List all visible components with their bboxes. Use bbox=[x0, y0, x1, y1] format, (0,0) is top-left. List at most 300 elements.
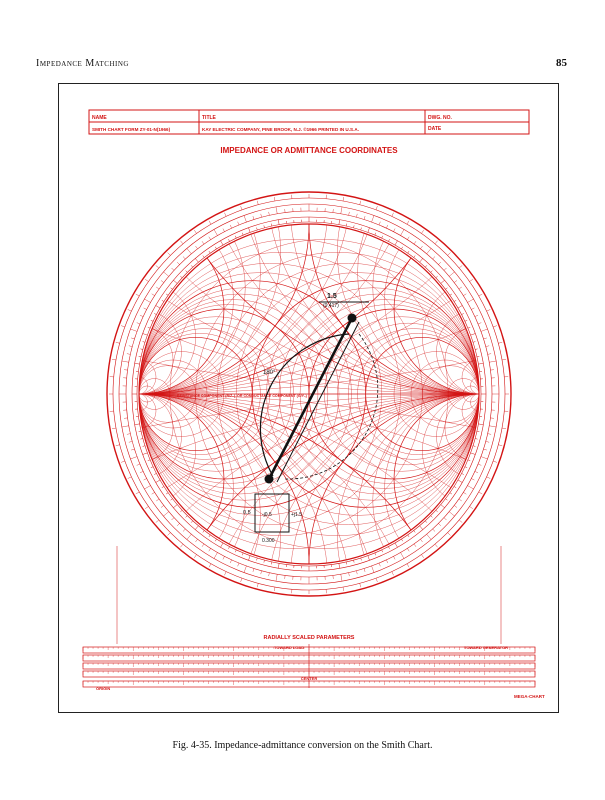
reactance-arc bbox=[267, 394, 558, 711]
scale-tick bbox=[441, 505, 445, 508]
scale-tick bbox=[209, 251, 210, 253]
scale-tick bbox=[215, 247, 216, 249]
scale-tick bbox=[354, 225, 355, 227]
scale-tick bbox=[379, 222, 380, 225]
scale-tick bbox=[209, 221, 211, 224]
scale-tick bbox=[173, 280, 177, 283]
scale-tick bbox=[238, 563, 239, 566]
angle-label: 180° bbox=[263, 370, 276, 376]
scale-tick bbox=[235, 550, 236, 552]
scale-tick bbox=[478, 424, 483, 425]
scale-tick bbox=[493, 461, 497, 462]
scale-tick bbox=[122, 426, 129, 427]
scale-tick bbox=[470, 279, 473, 281]
smith-grid bbox=[59, 84, 557, 711]
scale-tick bbox=[140, 349, 142, 350]
reactance-arc bbox=[59, 394, 557, 711]
scale-tick bbox=[130, 329, 137, 331]
scale-tick bbox=[269, 212, 270, 215]
scale-tick bbox=[479, 294, 482, 296]
scale-tick bbox=[459, 520, 462, 523]
conversion-line bbox=[269, 318, 352, 479]
scale-tick bbox=[271, 224, 272, 226]
scale-tick bbox=[171, 288, 173, 290]
scale-tick bbox=[462, 313, 464, 314]
scale-tick bbox=[130, 457, 137, 459]
scale-tick bbox=[459, 287, 462, 289]
scale-tick bbox=[463, 492, 466, 494]
scale-tick bbox=[156, 265, 159, 268]
susceptance-arc bbox=[59, 394, 557, 711]
scale-tick bbox=[471, 308, 474, 310]
smith-chart-figure bbox=[59, 84, 557, 711]
scale-tick bbox=[171, 499, 173, 501]
scale-tick bbox=[136, 492, 139, 494]
scale-tick bbox=[131, 449, 134, 450]
scale-tick bbox=[401, 552, 405, 558]
scale-tick bbox=[421, 555, 423, 558]
scale-tick bbox=[257, 228, 258, 230]
scale-tick bbox=[209, 564, 211, 567]
scale-tick bbox=[173, 505, 177, 508]
scale-tick bbox=[425, 265, 427, 267]
scale-tick bbox=[343, 587, 344, 591]
scale-tick bbox=[244, 215, 246, 222]
scale-tick bbox=[271, 562, 272, 564]
scale-tick bbox=[177, 523, 179, 525]
scale-tick bbox=[454, 486, 456, 487]
reactance-arc bbox=[59, 394, 557, 711]
scale-tick bbox=[224, 213, 226, 217]
susceptance-arc bbox=[59, 394, 557, 711]
reactance-arc bbox=[290, 394, 557, 711]
scale-tick bbox=[420, 246, 422, 249]
scale-tick bbox=[465, 320, 467, 321]
scale-tick bbox=[269, 573, 270, 576]
scale-tick bbox=[202, 544, 204, 547]
scale-tick bbox=[477, 356, 479, 357]
scale-tick bbox=[161, 505, 164, 507]
scale-tick bbox=[386, 560, 387, 563]
scale-tick bbox=[481, 457, 488, 459]
scale-tick bbox=[128, 309, 132, 311]
scale-tick bbox=[156, 520, 159, 523]
scale-tick bbox=[454, 505, 457, 507]
scale-tick bbox=[242, 553, 243, 555]
reactance-arc bbox=[337, 394, 557, 677]
scale-tick bbox=[502, 359, 506, 360]
susceptance-arc bbox=[59, 394, 479, 711]
scale-tick bbox=[475, 349, 477, 350]
scale-tick bbox=[194, 230, 196, 233]
scale-tick bbox=[261, 214, 262, 217]
scale-tick bbox=[135, 363, 140, 364]
scale-tick bbox=[394, 229, 396, 232]
scale-tick bbox=[339, 563, 340, 568]
chart-title: IMPEDANCE OR ADMITTANCE COORDINATES bbox=[220, 146, 398, 155]
reactance-arc bbox=[139, 394, 557, 711]
scale-tick bbox=[131, 338, 134, 339]
scale-tick bbox=[162, 486, 164, 487]
scale-tick bbox=[493, 326, 497, 327]
scale-tick bbox=[471, 453, 476, 455]
scale-tick bbox=[488, 434, 491, 435]
scale-tick bbox=[116, 445, 120, 446]
scale-tick bbox=[436, 276, 438, 278]
scale-tick bbox=[498, 342, 502, 343]
scale-tick bbox=[209, 535, 210, 537]
scale-tick bbox=[224, 572, 226, 576]
scale-tick bbox=[162, 300, 164, 301]
scale-tick bbox=[143, 342, 145, 343]
scale-tick bbox=[145, 506, 148, 508]
scale-tick bbox=[145, 279, 148, 281]
scale-tick bbox=[361, 228, 362, 230]
scale-tick bbox=[137, 464, 140, 465]
scale-tick bbox=[214, 552, 218, 558]
point-a-sub: (0.417) bbox=[323, 303, 339, 309]
scale-tick bbox=[248, 556, 250, 561]
scale-tick bbox=[376, 578, 377, 582]
scale-tick bbox=[489, 361, 496, 362]
scale-tick bbox=[168, 533, 171, 536]
scale-tick bbox=[112, 428, 116, 429]
scale-tick bbox=[183, 256, 185, 259]
scale-tick bbox=[235, 236, 236, 238]
reactance-arc bbox=[422, 394, 535, 507]
scale-tick bbox=[129, 441, 132, 442]
scale-tick bbox=[468, 327, 470, 328]
scale-tick bbox=[382, 550, 383, 552]
scale-tick bbox=[364, 569, 365, 572]
scale-tick bbox=[187, 248, 191, 253]
scale-tick bbox=[127, 434, 130, 435]
scale-tick bbox=[346, 224, 347, 226]
scale-tick bbox=[458, 306, 462, 309]
scale-tick bbox=[116, 342, 120, 343]
scale-tick bbox=[264, 560, 265, 562]
scale-tick bbox=[186, 516, 188, 518]
scale-tick bbox=[449, 272, 454, 276]
susceptance-arc bbox=[82, 394, 195, 507]
susceptance-arc bbox=[59, 394, 382, 711]
smith-chart bbox=[59, 84, 557, 711]
scale-tick bbox=[221, 543, 224, 547]
scale-tick bbox=[420, 258, 423, 262]
scale-tick bbox=[433, 529, 435, 532]
scale-tick bbox=[395, 543, 398, 547]
scale-tick bbox=[180, 241, 183, 244]
scale-tick bbox=[475, 315, 478, 316]
scale-tick bbox=[257, 558, 258, 560]
scale-tick bbox=[180, 510, 182, 512]
scale-tick bbox=[228, 239, 229, 241]
scale-tick bbox=[215, 539, 216, 541]
scale-tick bbox=[171, 518, 174, 520]
scale-tick bbox=[195, 258, 198, 262]
scale-tick bbox=[408, 535, 409, 537]
scale-tick bbox=[257, 583, 258, 587]
scale-tick bbox=[420, 526, 423, 530]
scale-tick bbox=[486, 441, 489, 442]
scale-tick bbox=[459, 265, 462, 268]
scale-tick bbox=[475, 439, 477, 440]
scale-tick bbox=[112, 359, 116, 360]
reactance-arc bbox=[59, 394, 557, 711]
scale-tick bbox=[180, 276, 182, 278]
scale-tick bbox=[121, 461, 125, 462]
scale-tick bbox=[458, 480, 462, 483]
scale-tick bbox=[481, 329, 488, 331]
scale-tick bbox=[470, 506, 473, 508]
scale-tick bbox=[278, 563, 279, 568]
scale-tick bbox=[264, 225, 265, 227]
scale-tick bbox=[136, 294, 139, 296]
scale-tick bbox=[356, 571, 357, 574]
susceptance-arc bbox=[82, 281, 195, 394]
scale-tick bbox=[498, 445, 502, 446]
scale-tick bbox=[394, 556, 396, 559]
scale-tick bbox=[462, 473, 464, 474]
scale-tick bbox=[151, 320, 153, 321]
scale-tick bbox=[454, 300, 456, 301]
scale-tick bbox=[407, 548, 409, 551]
scale-tick bbox=[431, 516, 433, 518]
scale-tick bbox=[407, 237, 409, 240]
scale-tick bbox=[163, 272, 168, 276]
scale-tick bbox=[427, 534, 431, 539]
scale-tick bbox=[375, 233, 376, 235]
impedance-point bbox=[348, 314, 357, 323]
scale-tick bbox=[488, 354, 491, 355]
scale-tick bbox=[502, 428, 506, 429]
scale-tick bbox=[368, 556, 370, 561]
reactance-arc bbox=[358, 394, 557, 637]
scale-tick bbox=[127, 354, 130, 355]
scale-tick bbox=[425, 521, 427, 523]
scale-tick bbox=[122, 361, 129, 362]
scale-tick bbox=[339, 220, 340, 225]
scale-tick bbox=[486, 346, 489, 347]
scale-tick bbox=[276, 574, 277, 581]
scale-tick bbox=[187, 534, 191, 539]
scale-tick bbox=[144, 479, 147, 481]
scale-tick bbox=[177, 262, 179, 264]
scale-tick bbox=[253, 216, 254, 219]
susceptance-arc bbox=[59, 394, 422, 711]
scale-tick bbox=[407, 564, 409, 567]
reactance-arc bbox=[59, 394, 557, 711]
scale-tick bbox=[475, 471, 478, 472]
page-number: 85 bbox=[556, 57, 567, 69]
scale-tick bbox=[144, 299, 150, 303]
box-bottom-label: 0.300 bbox=[262, 538, 275, 544]
scale-tick bbox=[386, 225, 387, 228]
scale-tick bbox=[468, 460, 470, 461]
scale-tick bbox=[195, 526, 198, 530]
scale-tick bbox=[450, 493, 452, 494]
scale-tick bbox=[421, 230, 423, 233]
scale-tick bbox=[401, 539, 402, 541]
scale-tick bbox=[407, 221, 409, 224]
scale-tick bbox=[156, 306, 160, 309]
scale-tick bbox=[202, 241, 204, 244]
scale-tick bbox=[276, 207, 277, 214]
scale-tick bbox=[467, 299, 473, 303]
scale-tick bbox=[471, 333, 476, 335]
scale-tick bbox=[427, 248, 431, 253]
scale-tick bbox=[139, 431, 141, 432]
scale-tick bbox=[379, 563, 380, 566]
scale-tick bbox=[360, 201, 361, 205]
scale-tick bbox=[140, 315, 143, 316]
scale-tick bbox=[438, 262, 440, 264]
scale-tick bbox=[209, 237, 211, 240]
scale-tick bbox=[435, 241, 438, 244]
radial-title: RADIALLY SCALED PARAMETERS bbox=[263, 635, 355, 641]
scale-tick bbox=[401, 229, 405, 235]
form-dwg-label: DWG. NO. bbox=[428, 115, 452, 121]
scale-tick bbox=[143, 333, 148, 335]
form-id-text: SMITH CHART FORM ZY-01-N(1966) bbox=[92, 127, 171, 132]
scale-tick bbox=[253, 569, 254, 572]
scale-tick bbox=[228, 547, 229, 549]
scale-tick bbox=[274, 197, 275, 201]
scale-tick bbox=[388, 547, 389, 549]
scale-tick bbox=[388, 239, 389, 241]
scale-tick bbox=[349, 212, 350, 215]
scale-tick bbox=[154, 313, 156, 314]
publisher-mark: MEGA-CHART bbox=[514, 694, 545, 699]
scale-tick bbox=[433, 256, 435, 259]
scale-tick bbox=[223, 556, 225, 559]
scale-tick bbox=[195, 246, 197, 249]
scale-tick bbox=[467, 486, 473, 490]
box-mid-label: -j0.5 bbox=[262, 512, 272, 518]
scale-tick bbox=[156, 287, 159, 289]
scale-tick bbox=[140, 439, 142, 440]
scale-tick bbox=[473, 446, 475, 447]
scale-tick bbox=[183, 529, 185, 532]
scale-tick bbox=[435, 544, 438, 547]
scale-tick bbox=[221, 241, 224, 245]
scale-tick bbox=[191, 265, 193, 267]
scale-tick bbox=[478, 323, 481, 324]
scale-tick bbox=[241, 206, 242, 210]
scale-tick bbox=[454, 280, 457, 282]
figure-frame bbox=[58, 83, 559, 713]
origin-label: ORIGIN bbox=[96, 686, 111, 691]
conversion-line-parallel bbox=[277, 322, 359, 482]
susceptance-arc bbox=[59, 394, 557, 711]
susceptance-arc bbox=[59, 394, 352, 711]
scale-tick bbox=[471, 479, 474, 481]
scale-tick bbox=[368, 228, 370, 233]
scale-tick bbox=[445, 499, 447, 501]
scale-tick bbox=[238, 222, 239, 225]
scale-tick bbox=[166, 493, 168, 494]
form-title-label: TITLE bbox=[202, 115, 216, 121]
scale-tick bbox=[168, 253, 171, 256]
scale-tick bbox=[148, 327, 150, 328]
reactance-arc bbox=[236, 394, 557, 711]
resistance-axis-label: RESISTANCE COMPONENT (R/Z₀), OR CONDUCTANCE COMPONENT (G/Y₀) bbox=[177, 394, 307, 398]
scale-tick bbox=[382, 236, 383, 238]
toward-generator-label: TOWARD GENERATOR bbox=[464, 645, 509, 650]
scale-tick bbox=[477, 431, 479, 432]
scale-tick bbox=[441, 280, 445, 283]
scale-tick bbox=[152, 492, 155, 494]
scale-tick bbox=[395, 241, 398, 245]
scale-tick bbox=[152, 294, 155, 296]
scale-tick bbox=[195, 539, 197, 542]
scale-tick bbox=[186, 271, 188, 273]
scale-tick bbox=[248, 228, 250, 233]
scale-tick bbox=[230, 225, 231, 228]
scale-tick bbox=[274, 587, 275, 591]
scale-tick bbox=[463, 294, 466, 296]
figure-caption: Fig. 4-35. Impedance-admittance conversion on the Smith Chart. bbox=[172, 740, 433, 751]
toward-load-label: TOWARD LOAD bbox=[274, 645, 305, 650]
scale-tick bbox=[414, 241, 416, 244]
scale-tick bbox=[465, 467, 467, 468]
scale-tick bbox=[484, 338, 487, 339]
scale-tick bbox=[354, 560, 355, 562]
scale-tick bbox=[408, 251, 409, 253]
scale-tick bbox=[194, 555, 196, 558]
scale-tick bbox=[257, 201, 258, 205]
scale-tick bbox=[438, 523, 440, 525]
scale-tick bbox=[473, 342, 475, 343]
scale-tick bbox=[180, 544, 183, 547]
scale-tick bbox=[137, 323, 140, 324]
scale-tick bbox=[166, 294, 168, 295]
scale-tick bbox=[154, 473, 156, 474]
scale-tick bbox=[156, 480, 160, 483]
scale-tick bbox=[444, 268, 447, 270]
scale-tick bbox=[241, 578, 242, 582]
scale-tick bbox=[487, 309, 491, 311]
scale-tick bbox=[414, 256, 416, 258]
susceptance-arc bbox=[59, 394, 557, 711]
scale-tick bbox=[230, 560, 231, 563]
scale-tick bbox=[191, 521, 193, 523]
scale-tick bbox=[484, 449, 487, 450]
scale-tick bbox=[450, 294, 452, 295]
scale-tick bbox=[444, 518, 447, 520]
scale-tick bbox=[139, 356, 141, 357]
scale-tick bbox=[420, 539, 422, 542]
box-left-label: 0.5 bbox=[243, 510, 251, 516]
scale-tick bbox=[203, 256, 205, 258]
scale-tick bbox=[459, 499, 462, 501]
form-company-text: KAY ELECTRIC COMPANY, PINE BROOK, N.J. ©1966 PRINTED IN U.S.A. bbox=[202, 127, 359, 132]
scale-tick bbox=[161, 280, 164, 282]
form-date-label: DATE bbox=[428, 126, 442, 132]
scale-tick bbox=[487, 477, 491, 479]
scale-tick bbox=[341, 574, 342, 581]
scale-tick bbox=[364, 216, 365, 219]
scale-tick bbox=[448, 533, 451, 536]
scale-tick bbox=[361, 558, 362, 560]
scale-tick bbox=[151, 467, 153, 468]
scale-tick bbox=[360, 583, 361, 587]
scale-tick bbox=[375, 553, 376, 555]
scale-tick bbox=[223, 229, 225, 232]
scale-tick bbox=[214, 229, 218, 235]
scale-tick bbox=[448, 253, 451, 256]
scale-tick bbox=[341, 207, 342, 214]
